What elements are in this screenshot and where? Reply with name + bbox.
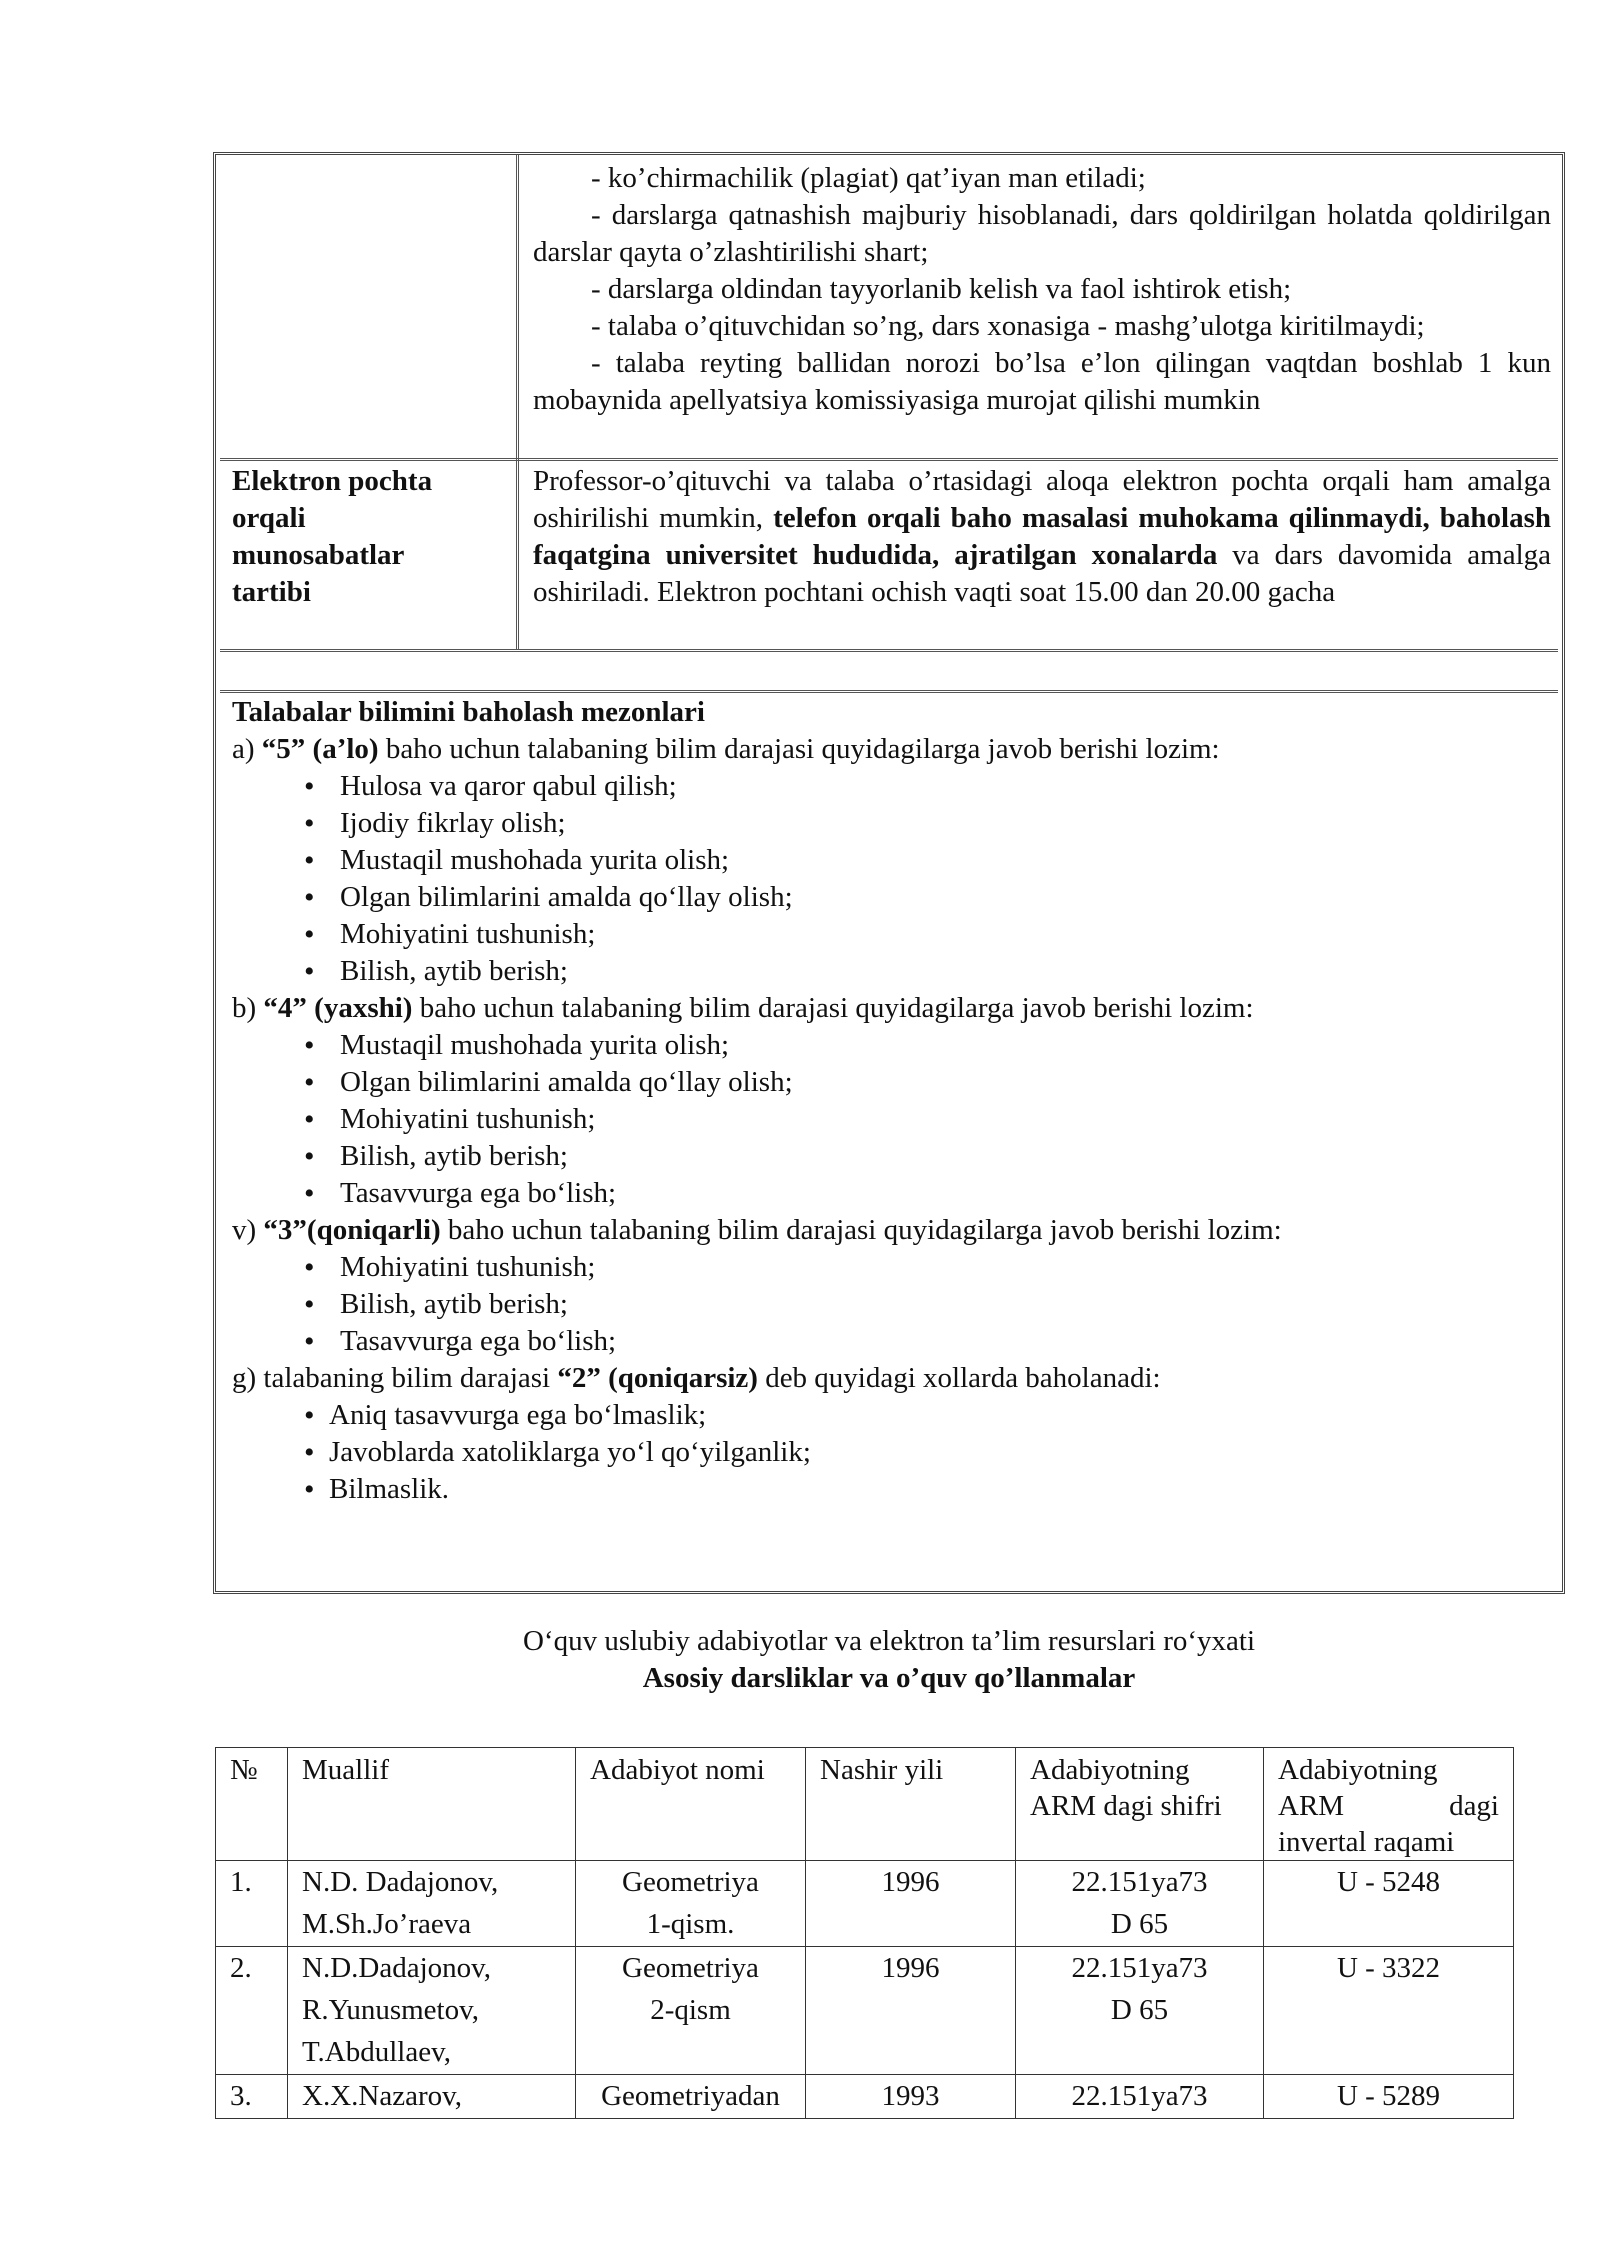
criteria-title: Talabalar bilimini baholash mezonlari [232, 696, 705, 728]
list-item: • Bilmaslik. [232, 1471, 1552, 1508]
cell-author: X.X.Nazarov, [288, 2075, 576, 2119]
cell-code: 22.151ya73 [1016, 2075, 1264, 2119]
list-item: • Ijodiy fikrlay olish; [232, 805, 1552, 842]
list-item: • Bilish, aytib berish; [232, 1286, 1552, 1323]
rule-line: - talaba o’qituvchidan so’ng, dars xonasiga - mashg’ulotga kiritilmaydi; [591, 310, 1425, 342]
cell-inventory: U - 5248 [1264, 1861, 1514, 1947]
table-row [216, 1861, 1514, 1947]
literature-subtitle: Asosiy darsliklar va o’quv qo’llanmalar [642, 1662, 1136, 1694]
literature-table [215, 1747, 1514, 2119]
cell-num: 2. [216, 1947, 288, 2075]
cell-code: 22.151ya73 D 65 [1016, 1861, 1264, 1947]
table-row [216, 2075, 1514, 2119]
email-text-bold: telefon orqali baho masalasi muhokama qilinmaydi, baholash faqatgina universitet hududida, ajratilgan xonalarda [533, 502, 1552, 571]
rule-line: - ko’chirmachilik (plagiat) qat’iyan man etiladi; [591, 162, 1146, 194]
list-item: • Javoblarda xatoliklarga yo‘l qo‘yilganlik; [232, 1434, 1552, 1471]
list-item: • Hulosa va qaror qabul qilish; [232, 768, 1552, 805]
header-code: Adabiyotning ARM dagi shifri [1016, 1748, 1264, 1861]
row-divider [220, 649, 1558, 652]
header-inventory: Adabiyotning ARM dagi invertal raqami [1264, 1748, 1514, 1861]
table-header-row [216, 1748, 1514, 1861]
list-item: • Tasavvurga ega bo‘lish; [232, 1323, 1552, 1360]
row-divider [220, 690, 1558, 693]
criteria-grade-g: g) talabaning bilim darajasi “2” (qoniqarsiz) deb quyidagi xollarda baholanadi: [232, 1362, 1161, 1394]
email-text: Professor-o’qituvchi va talaba o’rtasidagi aloqa elektron pochta orqali ham amalga oshirilishi mumkin, [533, 465, 1551, 534]
cell-num: 3. [216, 2075, 288, 2119]
rule-line: - darslarga qatnashish majburiy hisoblanadi, dars qoldirilgan holatda qoldirilgan darslar qayta o’zlashtirilishi shart; [533, 199, 1551, 268]
cell-year: 1996 [806, 1861, 1016, 1947]
column-divider [516, 155, 519, 649]
list-item: • Mohiyatini tushunish; [232, 916, 1552, 953]
rules-cell [533, 160, 1551, 419]
cell-year: 1993 [806, 2075, 1016, 2119]
cell-title: Geometriya 1-qism. [576, 1861, 806, 1947]
criteria-list-v [232, 1249, 1552, 1360]
list-item: • Bilish, aytib berish; [232, 1138, 1552, 1175]
list-item: • Mustaqil mushohada yurita olish; [232, 842, 1552, 879]
cell-author: N.D. Dadajonov, M.Sh.Jo’raeva [288, 1861, 576, 1947]
list-item: • Olgan bilimlarini amalda qo‘llay olish; [232, 879, 1552, 916]
cell-inventory: U - 5289 [1264, 2075, 1514, 2119]
criteria-list-b [232, 1027, 1552, 1212]
list-item: • Mohiyatini tushunish; [232, 1249, 1552, 1286]
criteria-list-g [232, 1397, 1552, 1508]
cell-year: 1996 [806, 1947, 1016, 2075]
list-item: • Mohiyatini tushunish; [232, 1101, 1552, 1138]
email-label: Elektron pochta orqali munosabatlar tartibi [232, 465, 433, 608]
cell-author: N.D.Dadajonov, R.Yunusmetov, T.Abdullaev, [288, 1947, 576, 2075]
email-text-cell [533, 463, 1551, 611]
cell-title: Geometriyadan [576, 2075, 806, 2119]
cell-num: 1. [216, 1861, 288, 1947]
table-row [216, 1947, 1514, 2075]
rule-line: - talaba reyting ballidan norozi bo’lsa e’lon qilingan vaqtdan boshlab 1 kun mobaynida apellyatsiya komissiyasiga murojat qilishi mumkin [533, 347, 1551, 416]
row-divider [220, 458, 1558, 461]
email-text: va dars davomida amalga oshiriladi. Elektron pochtani ochish vaqti soat 15.00 dan 20.00 gacha [533, 539, 1551, 608]
list-item: • Mustaqil mushohada yurita olish; [232, 1027, 1552, 1064]
header-year: Nashir yili [806, 1748, 1016, 1861]
rules-table [213, 152, 1565, 1594]
criteria-grade-a: a) “5” (a’lo) baho uchun talabaning bilim darajasi quyidagilarga javob berishi lozim: [232, 733, 1220, 765]
criteria-cell [232, 694, 1552, 1508]
criteria-list-a [232, 768, 1552, 990]
list-item: • Bilish, aytib berish; [232, 953, 1552, 990]
criteria-grade-b: b) “4” (yaxshi) baho uchun talabaning bilim darajasi quyidagilarga javob berishi lozim: [232, 992, 1254, 1024]
literature-heading [213, 1623, 1565, 1697]
cell-title: Geometriya 2-qism [576, 1947, 806, 2075]
header-title: Adabiyot nomi [576, 1748, 806, 1861]
literature-title: O‘quv uslubiy adabiyotlar va elektron ta’lim resurslari ro‘yxati [522, 1625, 1256, 1657]
header-author: Muallif [288, 1748, 576, 1861]
cell-code: 22.151ya73 D 65 [1016, 1947, 1264, 2075]
list-item: • Olgan bilimlarini amalda qo‘llay olish; [232, 1064, 1552, 1101]
rule-line: - darslarga oldindan tayyorlanib kelish va faol ishtirok etish; [591, 273, 1292, 305]
header-num: № [216, 1748, 288, 1861]
list-item: • Tasavvurga ega bo‘lish; [232, 1175, 1552, 1212]
cell-inventory: U - 3322 [1264, 1947, 1514, 2075]
criteria-grade-v: v) “3”(qoniqarli) baho uchun talabaning bilim darajasi quyidagilarga javob berishi lozim: [232, 1214, 1282, 1246]
email-label-cell [232, 463, 462, 611]
list-item: • Aniq tasavvurga ega bo‘lmaslik; [232, 1397, 1552, 1434]
